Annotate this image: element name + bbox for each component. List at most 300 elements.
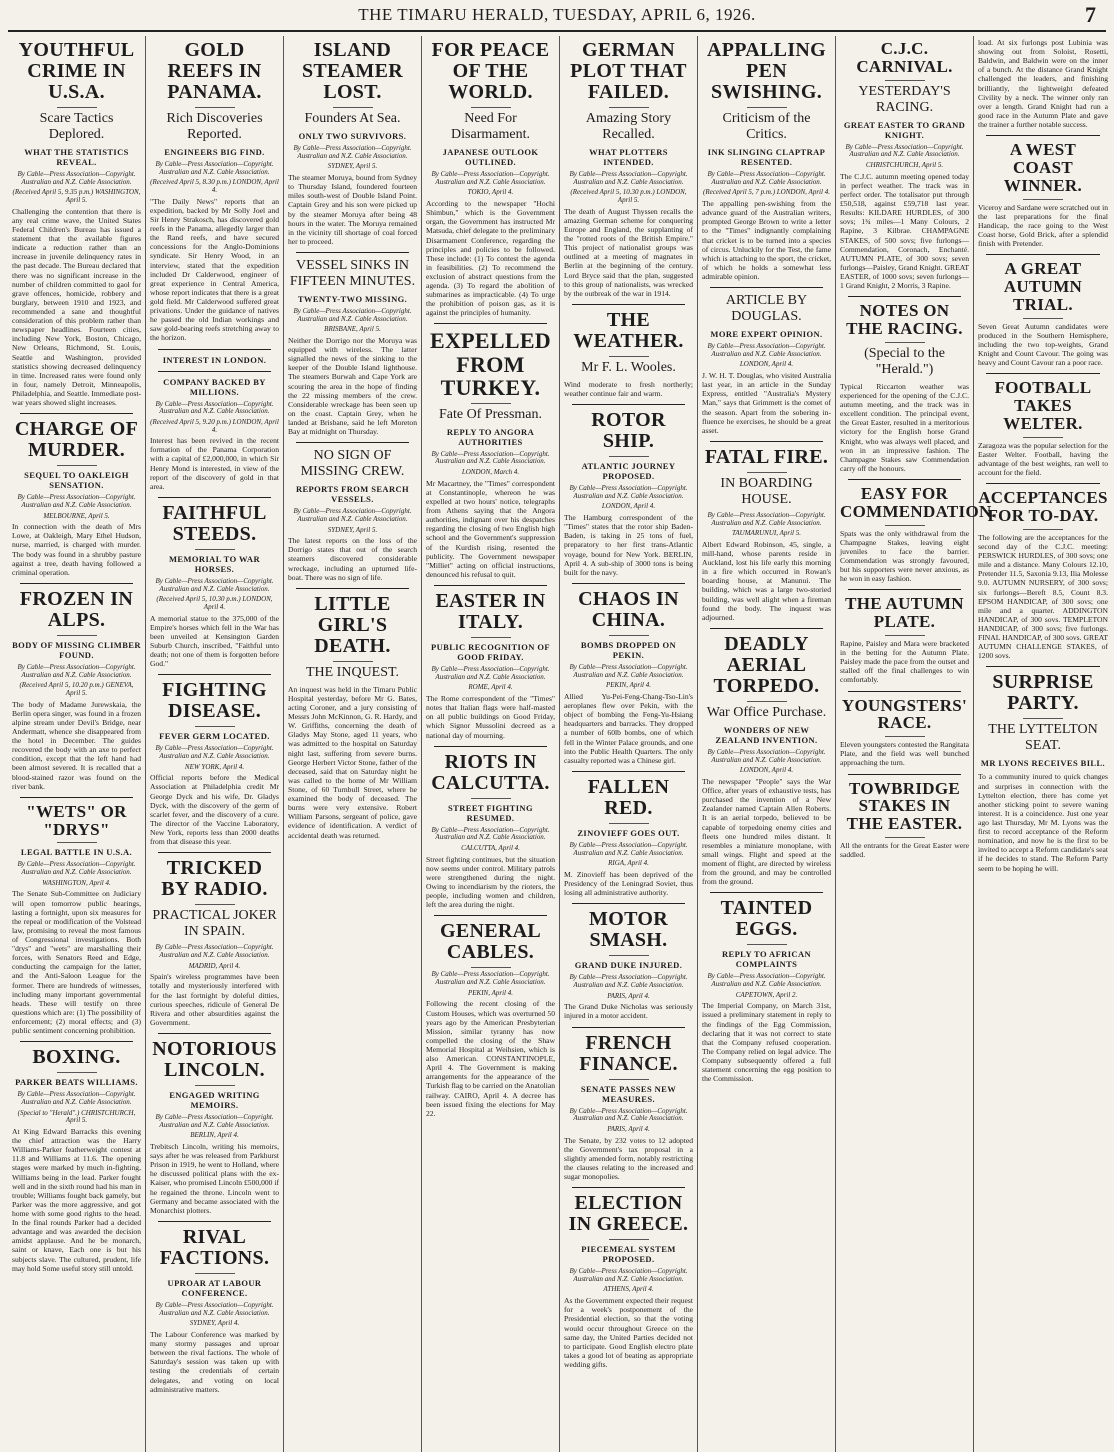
- divider: [572, 583, 685, 584]
- article-body: Official reports before the Medical Association at Philadelphia credit Mr George Dyck and his wife, Dr. Gladys Dyck, with the discovery of the germ of scarlet fever, and the discovery of a cure. The director of the Vaccine Laboratory, New York, reports less than 2000 deaths from that disease this year.: [150, 773, 279, 847]
- headline: FAITHFUL STEEDS.: [162, 501, 267, 545]
- credit-line: By Cable—Press Association—Copyright. Australian and N.Z. Cable Association.: [293, 306, 412, 323]
- divider: [986, 254, 1100, 255]
- article: [288, 448, 417, 582]
- credit-line: By Cable—Press Association—Copyright. Australian and N.Z. Cable Association.: [17, 170, 136, 186]
- credit-line: By Cable—Press Association—Copyright. Australian and N.Z. Cable Association.: [707, 972, 826, 988]
- article-body: Wind moderate to fresh northerly; weather continue fair and warm.: [564, 379, 693, 398]
- headline: THE AUTUMN PLATE.: [845, 594, 964, 632]
- article-body: Challenging the contention that there is any real crime wave, the United States Federal Children's Bureau has issued a statement that the available figures indicate a reduction rather than an increase in juvenile delinquency rates in the past decade. The Bureau declared that there was no significant increase in the number of children committed to gaol for grave offences, homicide, robbery and burglary, between 1910 and 1923, and recommended a sane and thoughtful consideration of this problem rather than newspaper headlines. Fourteen cities, including New York, Boston, Chicago, New Orleans, Richmond, St. Louis, Seattle and Washington, provided statistics showing decreased delinquency in time. Increased rates were found only in four, namely Detroit, Minneapolis, Philadelphia, and Seattle. Immediate post-war years showed slight increases.: [12, 206, 141, 408]
- article: [978, 489, 1108, 660]
- article: [150, 680, 279, 846]
- headline-rule: [471, 403, 511, 404]
- columns-container: [8, 36, 1106, 1452]
- subheadline: Founders At Sea.: [304, 111, 401, 126]
- article-body: An inquest was held in the Timaru Public Hospital yesterday, before Mr G. Bates, acting Coroner, and a jury consisting of Messrs John McKinnon, G. R. Hardy, and W. Griffiths, concerning the death of Gladys May Stone, aged 11 years, who was admitted to the hospital on Saturday night last, suffering from severe burns. George Herbert Victor Stone, father of the deceased, said that on Saturday night he was called to the home of Mr William Stone, of 60 Turnbull Street, where he examined the body of deceased. The burns were very extensive. Robert William Parsons, sergeant of police, gave evidence of identification. A verdict of accidental death was returned.: [288, 684, 417, 840]
- headline-rule: [1023, 318, 1063, 319]
- section-subhead: UPROAR AT LABOUR CONFERENCE.: [167, 1277, 262, 1298]
- dateline: (Received April 5, 9.20 p.m.) LONDON, April 4.: [150, 417, 279, 434]
- headline-rule: [1023, 718, 1063, 719]
- subheadline: THE INQUEST.: [305, 664, 400, 680]
- headline-rule: [195, 1273, 235, 1274]
- credit-line: By Cable—Press Association—Copyright. Australian and N.Z. Cable Association.: [293, 144, 412, 160]
- headline: "WETS" OR "DRYS": [26, 801, 127, 839]
- article-body: The Imperial Company, on March 31st, issued a preliminary statement in reply to the findings of the Egg Commission, declaring that it was not correct to state that the Company refused cooperation. The Company relied on legal advice. The Company subsequently offered a full statement concerning the egg position to the Commission.: [702, 1001, 831, 1084]
- section-subhead: PIECEMEAL SYSTEM PROPOSED.: [581, 1244, 676, 1265]
- section-subhead: PARKER BEATS WILLIAMS.: [15, 1077, 138, 1088]
- credit-line: By Cable—Press Association—Copyright. Australian and N.Z. Cable Association.: [17, 662, 136, 679]
- divider: [848, 774, 961, 775]
- headline-rule: [747, 944, 787, 945]
- headline-rule: [195, 107, 235, 108]
- article-body: The appalling pen-swishing from the advance guard of the Australian writers, prompted George Brown to write a letter to the "Times" indignantly complaining that cricket is to be turned into a species of circus. Unluckily for the Test, the fame which is attaching to the sport, the cricket, of which he holds a somewhat less admirable opinion.: [702, 199, 831, 281]
- page-number: 7: [1085, 2, 1096, 27]
- credit-line: By Cable—Press Association—Copyright. Australian and N.Z. Cable Association.: [431, 170, 550, 186]
- article-body: As the Government expected their request for a week's postponement of the Presidential election, so that the voting would occur throughout Greece on the same day, the United Parties decided not to participate. Good English electro plate takes a good lot of beating as appropriate wedding gifts.: [564, 1296, 693, 1369]
- article: [564, 410, 693, 577]
- headline-rule: [195, 726, 235, 727]
- headline: ISLAND STEAMER LOST.: [301, 39, 403, 103]
- headline-rule: [333, 661, 373, 662]
- credit-line: By Cable—Press Association—Copyright. Australian and N.Z. Cable Association.: [707, 170, 826, 186]
- column-3: [284, 36, 422, 1452]
- subheadline: NO SIGN OF MISSING CREW.: [300, 448, 405, 480]
- divider: [572, 771, 685, 772]
- headline-rule: [195, 1085, 235, 1086]
- headline: GENERAL CABLES.: [439, 920, 541, 964]
- article: [12, 589, 141, 791]
- article-body: The latest reports on the loss of the Dorrigo states that out of the search steamers discovered considerable wreckage, including an upturned life-boat. There was no sign of life.: [288, 536, 417, 582]
- divider: [20, 583, 133, 584]
- dateline: MADRID, April 4.: [188, 961, 241, 970]
- article-body: All the entrants for the Great Easter were saddled.: [840, 841, 969, 860]
- article-body: Typical Riccarton weather was experienced for the opening of the C.J.C. autumn meeting, and the track was in excellent condition. The principal event, the Great Easter, resulted in a meritorious victory for the English horse Grand Knight, who was always well placed, and won in an impressive fashion. The Champagne Stakes saw Commendation carry off the honours.: [840, 381, 969, 473]
- headline: TOWBRIDGE STAKES IN THE EASTER.: [846, 778, 963, 834]
- headline-rule: [885, 635, 925, 636]
- headline-rule: [609, 456, 649, 457]
- article: [840, 780, 969, 860]
- headline-rule: [471, 637, 511, 638]
- subheadline: (Special to the "Herald."): [864, 345, 945, 377]
- article: [150, 355, 279, 365]
- article-body: Seven Great Autumn candidates were produced in the Southern Hemisphere, including the two top-weights, Grand Knight and Count Cavour. The going was heavy and Count Cavour ran a poor race.: [978, 321, 1108, 368]
- dateline: CHRISTCHURCH, April 5.: [865, 161, 944, 170]
- section-subhead: STREET FIGHTING RESUMED.: [448, 802, 533, 823]
- divider: [710, 892, 823, 893]
- article-body: Street fighting continues, but the situation now seems under control. Military patrols were strengthened during the night. Owing to incendiarism by the rioters, the people, including women and children, left the area during the night.: [426, 854, 555, 910]
- section-subhead: REPORTS FROM SEARCH VESSELS.: [295, 484, 410, 505]
- article: [702, 447, 831, 622]
- section-subhead: WHAT PLOTTERS INTENDED.: [589, 147, 668, 167]
- article-body: A memorial statue to the 375,000 of the Empire's horses which fell in the War has been unveiled at Kensington Garden Suburb Church, inscribed, "Faithful unto death; not one of them is forgotten before God.": [150, 613, 279, 669]
- subheadline: Scare Tactics Deplored.: [39, 111, 114, 142]
- article-body: Interest has been revived in the recent formation of the Panama Corporation with a capital of £2,000,000, in which Sir Henry Mond is interested, in view of the report of the discovery of gold in that area.: [150, 436, 279, 491]
- headline-rule: [609, 356, 649, 357]
- article: [288, 40, 417, 246]
- section-subhead: WHAT THE STATISTICS REVEAL.: [24, 147, 129, 167]
- headline-rule: [885, 80, 925, 81]
- divider: [848, 479, 961, 480]
- credit-line: By Cable—Press Association—Copyright. Australian and N.Z. Cable Association.: [707, 342, 826, 358]
- credit-line: By Cable—Press Association—Copyright. Australian and N.Z. Cable Association.: [569, 973, 688, 989]
- subheadline: Mr F. L. Wooles.: [581, 359, 676, 375]
- headline-rule: [57, 635, 97, 636]
- headline: CHARGE OF MURDER.: [14, 418, 139, 462]
- section-subhead: ONLY TWO SURVIVORS.: [298, 131, 407, 141]
- headline: RIVAL FACTIONS.: [159, 1225, 270, 1269]
- dateline: PARIS, April 4.: [607, 1124, 650, 1133]
- headline: MOTOR SMASH.: [589, 908, 668, 952]
- headline: FRENCH FINANCE.: [579, 1031, 678, 1075]
- headline: A GREAT AUTUMN TRIAL.: [1003, 259, 1083, 314]
- article: [978, 379, 1108, 477]
- headline: FATAL FIRE.: [704, 445, 829, 468]
- article: [288, 258, 417, 436]
- headline-rule: [609, 1079, 649, 1080]
- article-body: The death of August Thyssen recalls the amazing German scheme for conquering Europe and England, the supplanting of the "rotted roots of the British Empire." This project of nationalist groups was outlined at a meeting of magnates in Berlin at the beginning of the century. Lord Bryce said that the plan, suggested to this group of nationalists, was wrecked by the outbreak of the war in 1914.: [564, 206, 693, 298]
- article: [150, 377, 279, 491]
- article: [426, 921, 555, 1117]
- article-body: Neither the Dorrigo nor the Moruya was equipped with wireless. The latter signalled the news of the sinking to the keeper of the Double Island lighthouse. The steamers Burwah and Cape York are scouring the area in the hope of finding the 22 missing members of the crew. Considerable wreckage has been seen up on the coast. Captain Grey, when he landed at Brisbane, said he left Moreton Bay at midnight on Thursday.: [288, 336, 417, 437]
- article: [564, 1193, 693, 1369]
- divider: [158, 349, 271, 350]
- headline: FROZEN IN ALPS.: [19, 587, 134, 631]
- dateline: TAUMARUNUI, April 5.: [732, 529, 801, 538]
- article-body: J. W. H. T. Douglas, who visited Australia last year, in an article in the Sunday Express, entitled "Australia's Mystery Man," says that Grimmett is the comet of the season. Apart from the sobering in-fluence he exercises, he should be a great asset.: [702, 371, 831, 435]
- article-body: "The Daily News" reports that an expedition, backed by Mr Solly Joel and Sir Henry Strakosch, has discovered gold reefs in the Panama, allegedly larger than the Rand reefs, and have secured concessions for the Anglo-Dominions syndicate. Sir Henry Wood, in an interview, stated that the expedition included Dr Calderwood, engineer of great experience in Central America, whose report indicates that there is a great gold field. Mr Calderwood suffered great privations. Under the guidance of natives he passed the old Indian workings and saw gold-bearing reefs stretching away to the horizon.: [150, 196, 279, 343]
- article-body: Albert Edward Robinson, 45, single, a mill-hand, whose parents reside in Auckland, lost his life early this morning in a fire which occurred in Rowan's boarding house, at Manunui. The building, which was a large two-storied building, was well alight when a fireman found the body. The inquest was adjourned.: [702, 539, 831, 622]
- credit-line: By Cable—Press Association—Copyright. Australian and N.Z. Cable Association.: [431, 665, 550, 681]
- column-1: [8, 36, 146, 1452]
- dateline: (Received April 5, 10.20 p.m.) GENEVA, April 5.: [19, 681, 134, 697]
- article: [702, 293, 831, 435]
- headline-rule: [609, 1239, 649, 1240]
- divider: [296, 442, 409, 443]
- credit-line: By Cable—Press Association—Copyright. Australian and N.Z. Cable Association.: [155, 1300, 274, 1317]
- divider: [434, 746, 547, 747]
- headline: FIGHTING DISEASE.: [162, 679, 267, 723]
- section-subhead: SEQUEL TO OAKLEIGH SENSATION.: [24, 470, 129, 491]
- credit-line: By Cable—Press Association—Copyright. Australian and N.Z. Cable Association.: [293, 507, 412, 523]
- section-subhead: INTEREST IN LONDON.: [162, 354, 267, 365]
- section-subhead: MR LYONS RECEIVES BILL.: [980, 758, 1106, 769]
- column-5: [560, 36, 698, 1452]
- dateline: NEW YORK, April 4.: [184, 762, 245, 771]
- headline: NOTES ON THE RACING.: [846, 301, 963, 339]
- section-subhead: GRAND DUKE INJURED.: [574, 960, 683, 971]
- article: [564, 589, 693, 765]
- headline: EASTER IN ITALY.: [435, 590, 546, 634]
- column-2: [146, 36, 284, 1452]
- divider: [20, 413, 133, 414]
- headline: APPALLING PEN SWISHING.: [707, 39, 826, 103]
- article-body: The Rome correspondent of the "Times" notes that Italian flags were half-masted on all public buildings on Good Friday, which Signor Mussolini decreed as a national day of mourning.: [426, 694, 555, 740]
- article-body: load. At six furlongs post Lubinia was showing out from Soloist, Rosetti, Baldwin, and Baldwin were on the inner of a bunch. At the distance Grand Knight challenged the leaders, and finishing brilliantly, the lightweight defeated Civility by a neck. The winner only ran over a length. Grand Knight had run a good race in the Autumn Plate and gave the trainer a further notable success.: [978, 38, 1108, 129]
- headline-rule: [747, 107, 787, 108]
- article-body: Eleven youngsters contested the Rangitata Plate, and the field was well bunched approaching the turn.: [840, 740, 969, 768]
- article: [702, 40, 831, 281]
- divider: [158, 1033, 271, 1034]
- credit-line: By Cable—Press Association—Copyright. Australian and N.Z. Cable Association.: [845, 142, 964, 159]
- section-subhead: LEGAL BATTLE IN U.S.A.: [20, 847, 133, 858]
- credit-line: By Cable—Press Association—Copyright. Australian and N.Z. Cable Association.: [707, 747, 826, 764]
- divider: [572, 903, 685, 904]
- subheadline: VESSEL SINKS IN FIFTEEN MINUTES.: [289, 257, 416, 289]
- subheadline: Criticism of the Critics.: [722, 111, 811, 142]
- divider: [986, 666, 1100, 667]
- article: [978, 38, 1108, 129]
- article: [840, 483, 997, 584]
- article: [840, 697, 969, 768]
- headline: ACCEPTANCES FOR TO-DAY.: [978, 488, 1108, 526]
- divider: [572, 404, 685, 405]
- article: [150, 858, 279, 1027]
- article: [978, 260, 1108, 367]
- divider: [158, 1221, 271, 1222]
- headline: BOXING.: [32, 1046, 121, 1069]
- headline: THE WEATHER.: [573, 308, 684, 352]
- divider: [158, 674, 271, 675]
- section-subhead: REPLY TO AFRICAN COMPLAINTS: [721, 949, 812, 970]
- headline: EASY FOR COMMENDATION.: [840, 483, 997, 521]
- divider: [572, 1027, 685, 1028]
- credit-line: By Cable—Press Association—Copyright. Australian and N.Z. Cable Association.: [17, 860, 136, 877]
- article-body: The Hamburg correspondent of the "Times" states that the rotor ship Baden-Baden, is taking in 25 tons of fuel, preparatory to her first trans-Atlantic voyage, bound for New York. BERLIN, April 4. A sub-ship of 3000 tons is being built for the navy.: [564, 513, 693, 577]
- headline: C.J.C. CARNIVAL.: [856, 39, 953, 76]
- section-subhead: SENATE PASSES NEW MEASURES.: [580, 1083, 677, 1104]
- headline-rule: [57, 842, 97, 843]
- credit-line: By Cable—Press Association—Copyright. Australian and N.Z. Cable Association.: [431, 449, 550, 466]
- headline-rule: [57, 107, 97, 108]
- headline: FALLEN RED.: [587, 775, 670, 819]
- article: [564, 909, 693, 1020]
- headline-rule: [885, 342, 925, 343]
- section-subhead: ZINOVIEFF GOES OUT.: [577, 827, 680, 838]
- article-body: Viceroy and Sardane were scratched out in the last preparations for the final Handicap, the race going to the West Coast horse, Gold Brick, after a splendid finish with Pretender.: [978, 202, 1108, 249]
- headline-rule: [57, 465, 97, 466]
- subheadline: War Office Purchase.: [706, 704, 827, 720]
- dateline: TOKIO, April 4.: [467, 188, 514, 197]
- column-6: [698, 36, 836, 1452]
- headline: YOUNGSTERS' RACE.: [841, 695, 968, 733]
- article-body: To a community inured to quick changes and surprises in connection with the Lyttelton election, there has come yet another sticking point to severe waning interest. It is a coincidence. Just one year ago last Thursday, Mr M. Lyons was the first to record acceptance of the Reform nomination, and now he is the first to be invited to accept a Reform candidate's seat if he decides to stand. The Reform Party seem to be hoping he will.: [978, 772, 1108, 873]
- dateline: LONDON, March 4.: [461, 468, 520, 477]
- section-subhead: COMPANY BACKED BY MILLIONS.: [163, 376, 266, 397]
- divider: [158, 497, 271, 498]
- masthead: [8, 0, 1106, 32]
- subheadline: Need For Disarmament.: [451, 111, 530, 142]
- dateline: SYDNEY, April 5.: [327, 162, 378, 171]
- article-body: M. Zinovieff has been deprived of the Presidency of the Leningrad Soviet, thus losing all administrative authority.: [564, 869, 693, 898]
- section-subhead: BOMBS DROPPED ON PEKIN.: [580, 639, 677, 660]
- article-body: The body of Madame Jurewskaia, the Berlin opera singer, was found in a frozen alpine stream under Devil's Bridge, near Andermatt, whence she disappeared from the hotel in December. The guides recovered the body with an axe to perfect condition, except that the left hand had been almost severed. It is recalled that a blood-stained razor was found on the river bank.: [12, 699, 141, 791]
- credit-line: By Cable—Press Association—Copyright. Australian and N.Z. Cable Association.: [155, 1112, 274, 1129]
- article: [426, 329, 555, 579]
- credit-line: By Cable—Press Association—Copyright. Australian and N.Z. Cable Association.: [569, 170, 688, 186]
- headline-rule: [1023, 199, 1063, 200]
- article-body: The Labour Conference was marked by many stormy passages and uproar between the rival factions. The whole of Saturday's session was taken up with testing the credentials of certain delegates, and voting on local administrative matters.: [150, 1329, 279, 1394]
- subheadline: Rich Discoveries Reported.: [166, 111, 263, 142]
- subheadline: Amazing Story Recalled.: [585, 111, 672, 142]
- subheadline: ARTICLE BY DOUGLAS.: [725, 293, 808, 325]
- article-body: The newspaper "People" says the War Office, after years of exhaustive tests, has purchased the invention of a New Zealander named Captain Allen Roberts. It is an aerial torpedo, believed to be capable of torpedoing enemy cities and fleets one hundred miles distant. It resembles a miniature monoplane, with small wings. Flight and speed at the moment of flight, are directed by wireless from the ground, and may be controlled from the ground.: [702, 776, 831, 887]
- dateline: (Received April 5, 10.30 p.m.) LONDON, April 5.: [570, 188, 687, 205]
- headline: YOUTHFUL CRIME IN U.S.A.: [18, 39, 135, 103]
- headline-rule: [1023, 529, 1063, 530]
- dateline: (Received April 5, 10.30 p.m.) LONDON, April 4.: [156, 595, 273, 611]
- section-subhead: JAPANESE OUTLOOK OUTLINED.: [442, 147, 539, 167]
- article: [426, 40, 555, 317]
- article-body: The Senate, by 232 votes to 12 adopted the Government's tax proposal in a slightly amended form, notably restricting the clauses relating to the increased and sugar monopolies.: [564, 1135, 693, 1181]
- masthead-title: THE TIMARU HERALD, TUESDAY, APRIL 6, 1926.: [358, 5, 756, 24]
- headline: TAINTED EGGS.: [720, 897, 813, 941]
- credit-line: By Cable—Press Association—Copyright. Australian and N.Z. Cable Association.: [569, 1106, 688, 1123]
- article: [840, 40, 969, 290]
- article-body: The Senate Sub-Committee on Judiciary will open tomorrow public hearings, lasting a fortnight, upon six measures for the repeal or modification of the Volstead law, promising to reveal the most famous of Congressional investigations. Both "drys" and "wets" are marshalling their forces, with Senators Reed and Edge, conducting the campaign for the latter, and the Anti-Saloon League for the former. There are hundreds of witnesses, including many important governmental heads. These will testify on three questions which are: (1) The possibility of enforcement; (2) moral effects; and (3) public sentiment concerning prohibition.: [12, 889, 141, 1036]
- headline-rule: [333, 107, 373, 108]
- headline: RIOTS IN CALCUTTA.: [431, 750, 550, 794]
- article: [840, 595, 969, 684]
- headline-rule: [609, 107, 649, 108]
- article-body: Spain's wireless programmes have been totally and mysteriously interfered with for the last fortnight by doleful ditties, curious speeches, ridicule of General De Rivera and other absurdities against the Government.: [150, 972, 279, 1027]
- article-body: Following the recent closing of the Custom Houses, which was overturned 50 years ago by the American Presbyterian Mission, similar tyranny has now compelled the closing of the Shaw Memorial Hospital at Weihsien, which is also American. CONSTANTINOPLE, April 4. The Government is making arrangements for the appearance of the Turkish flag to be carried on the Anatolian railway. CAIRO, April 4. A decree has been issued fixing the elections for May 22.: [426, 999, 555, 1118]
- headline-rule: [747, 701, 787, 702]
- article: [12, 1047, 141, 1273]
- article: [150, 1227, 279, 1394]
- divider: [572, 304, 685, 305]
- credit-line: By Cable—Press Association—Copyright. Australian and N.Z. Cable Association.: [431, 825, 550, 842]
- subheadline: THE LYTTELTON SEAT.: [988, 722, 1098, 754]
- dateline: ATHENS, April 4.: [603, 1285, 654, 1294]
- dateline: (Received April 5, 9.35 p.m.) WASHINGTON, April 5.: [12, 188, 141, 205]
- headline-rule: [195, 549, 235, 550]
- divider: [158, 852, 271, 853]
- headline-rule: [471, 798, 511, 799]
- credit-line: By Cable—Press Association—Copyright. Australian and N.Z. Cable Association.: [155, 576, 274, 593]
- dateline: LONDON, April 4.: [739, 360, 794, 369]
- article: [12, 419, 141, 577]
- column-8: [974, 36, 1112, 1452]
- article: [288, 594, 417, 840]
- divider: [572, 1187, 685, 1188]
- article: [150, 40, 279, 343]
- article: [564, 1033, 693, 1182]
- divider: [434, 323, 547, 324]
- subheadline: Fate Of Pressman.: [438, 406, 543, 422]
- article-body: At King Edward Barracks this evening the chief attraction was the Harry Williams-Parker featherweight contest at 11.8 and Williams at 11.6. The opening stages were marked by much in-fighting, Williams being in the lead. Parker fought well and in the sixth round had his man in trouble; Williams fought back gamely, but Parker was the more aggressive, and got home with some good rights to the head. In the final rounds Parker had a decided advantage and was awarded the decision amidst applause. And he be monarch, saint or knave, Each one is but his subjects slave. The cultured, prudent, life may hold Some useful story still untold.: [12, 1126, 141, 1273]
- column-7: [836, 36, 997, 1452]
- article: [12, 40, 141, 407]
- article-body: The Grand Duke Nicholas was seriously injured in a motor accident.: [564, 1002, 693, 1021]
- article-body: In connection with the death of Mrs Lowe, at Oakleigh, Mary Ethel Hudson, nurse, married, is charged with murder. The body was found in a shrubby pasture against a tree, death having followed a criminal operation.: [12, 522, 141, 577]
- section-subhead: PUBLIC RECOGNITION OF GOOD FRIDAY.: [431, 642, 550, 663]
- section-subhead: INK SLINGING CLAPTRAP RESENTED.: [707, 147, 826, 167]
- dateline: ROME, April 4.: [468, 683, 513, 692]
- credit-line: By Cable—Press Association—Copyright. Australian and N.Z. Cable Association.: [17, 493, 136, 509]
- divider: [848, 589, 961, 590]
- headline: TRICKED BY RADIO.: [161, 857, 268, 901]
- headline: ROTOR SHIP.: [591, 409, 666, 453]
- dateline: WASHINGTON, April 4.: [42, 878, 111, 887]
- article-body: Zaragoza was the popular selection for the Easter Welter. Football, having the advantage of the best weights, ran well to account for the field.: [978, 440, 1108, 478]
- article: [840, 302, 969, 473]
- divider: [986, 135, 1100, 136]
- article-body: Mr Macartney, the "Times" correspondent at Constantinople, whereon he was expelled at two hours' notice, telegraphs from Athens saying that the Angora authorities, indignant over his despatches regarding the closing of two English high school and the Government's suppression of the Kurdish rising, resented the publicity. The Government newspaper "Milliet" acting on official instructions, denounced his refusal to quit.: [426, 478, 555, 579]
- headline-rule: [885, 525, 925, 526]
- divider: [20, 1041, 133, 1042]
- article-body: Allied Yu-Pei-Feng-Chang-Tso-Lin's aeroplanes flew over Pekin, with the object of bombing the Feng-Yu-Hsiang headquarters and barracks. They dropped a number of 60lb bombs, one of which fell in the Winter Palace grounds, and one into the Public Health Quarters. The only casualty reported was a Chinese girl.: [564, 691, 693, 765]
- dateline: CAPETOWN, April 2.: [735, 990, 798, 999]
- dateline: (Special to "Herald".) CHRISTCHURCH, April 5.: [17, 1108, 136, 1125]
- dateline: MELBOURNE, April 5.: [43, 511, 110, 520]
- headline-rule: [747, 472, 787, 473]
- divider: [710, 441, 823, 442]
- article: [150, 1039, 279, 1215]
- dateline: BERLIN, April 4.: [190, 1131, 239, 1140]
- section-subhead: BODY OF MISSING CLIMBER FOUND.: [12, 639, 141, 660]
- article: [978, 141, 1108, 248]
- divider: [848, 296, 961, 297]
- article: [564, 310, 693, 398]
- dateline: BRISBANE, April 5.: [324, 325, 381, 334]
- headline: CHAOS IN CHINA.: [578, 587, 679, 631]
- headline-rule: [885, 837, 925, 838]
- credit-line: By Cable—Press Association—Copyright. Australian and N.Z. Cable Association.: [17, 1090, 136, 1106]
- section-subhead: ATLANTIC JOURNEY PROPOSED.: [581, 461, 676, 482]
- divider: [986, 373, 1100, 374]
- headline-rule: [609, 823, 649, 824]
- credit-line: By Cable—Press Association—Copyright. Australian and N.Z. Cable Association.: [569, 840, 688, 857]
- article-body: According to the newspaper "Hochi Shimbun," which is the Government organ, the Government has instructed Mr Matsuda, chief delegate to the preliminary Disarmament Conference, regarding the principles and policies to be followed. These include: (1) To contest the agenda in feasibilities. (2) To recommend the exclusion of abstract questions from the agenda. (3) To regard the abolition of submarines as impracticable. (4) To urge the prohibition of poison gas, as it is against the principles of humanity.: [426, 199, 555, 318]
- headline: GOLD REEFS IN PANAMA.: [167, 39, 262, 103]
- dateline: (Received April 5, 7 p.m.) LONDON, April 4.: [703, 188, 830, 197]
- article: [150, 503, 279, 668]
- headline-rule: [1023, 437, 1063, 438]
- credit-line: By Cable—Press Association—Copyright. Australian and N.Z. Cable Association.: [155, 744, 274, 760]
- dateline: RIGA, April 4.: [608, 859, 649, 868]
- dateline: PEKIN, April 4.: [606, 681, 651, 690]
- headline: A WEST COAST WINNER.: [1003, 140, 1083, 195]
- headline: EXPELLED FROM TURKEY.: [430, 328, 551, 400]
- article: [702, 898, 831, 1083]
- credit-line: By Cable—Press Association—Copyright. Australian and N.Z. Cable Association.: [431, 970, 550, 987]
- article: [702, 634, 831, 886]
- column-4: [422, 36, 560, 1452]
- article: [426, 591, 555, 740]
- headline-rule: [471, 107, 511, 108]
- divider: [296, 588, 409, 589]
- divider: [434, 585, 547, 586]
- article: [564, 777, 693, 897]
- article: [564, 40, 693, 298]
- section-subhead: ENGINEERS BIG FIND.: [164, 147, 265, 157]
- credit-line: By Cable—Press Association—Copyright. Australian and N.Z. Cable Association.: [155, 399, 274, 416]
- subheadline: YESTERDAY'S RACING.: [858, 83, 951, 115]
- section-subhead: TWENTY-TWO MISSING.: [297, 293, 408, 304]
- section-subhead: MORE EXPERT OPINION.: [710, 329, 823, 340]
- divider: [986, 483, 1100, 484]
- dateline: LONDON, April 4.: [601, 502, 656, 511]
- divider: [158, 371, 271, 372]
- headline: DEADLY AERIAL TORPEDO.: [713, 632, 820, 697]
- headline-rule: [57, 1072, 97, 1073]
- divider: [710, 628, 823, 629]
- credit-line: By Cable—Press Association—Copyright. Australian and N.Z. Cable Association.: [155, 160, 274, 176]
- credit-line: By Cable—Press Association—Copyright. Australian and N.Z. Cable Association.: [155, 943, 274, 959]
- divider: [20, 797, 133, 798]
- article-body: Spats was the only withdrawal from the Champagne Stakes, leaving eight juveniles to face the barrier. Commendation was strongly favoured, but his supporters were never anxious, as he won in easy fashion.: [840, 528, 969, 584]
- section-subhead: GREAT EASTER TO GRAND KNIGHT.: [843, 119, 966, 140]
